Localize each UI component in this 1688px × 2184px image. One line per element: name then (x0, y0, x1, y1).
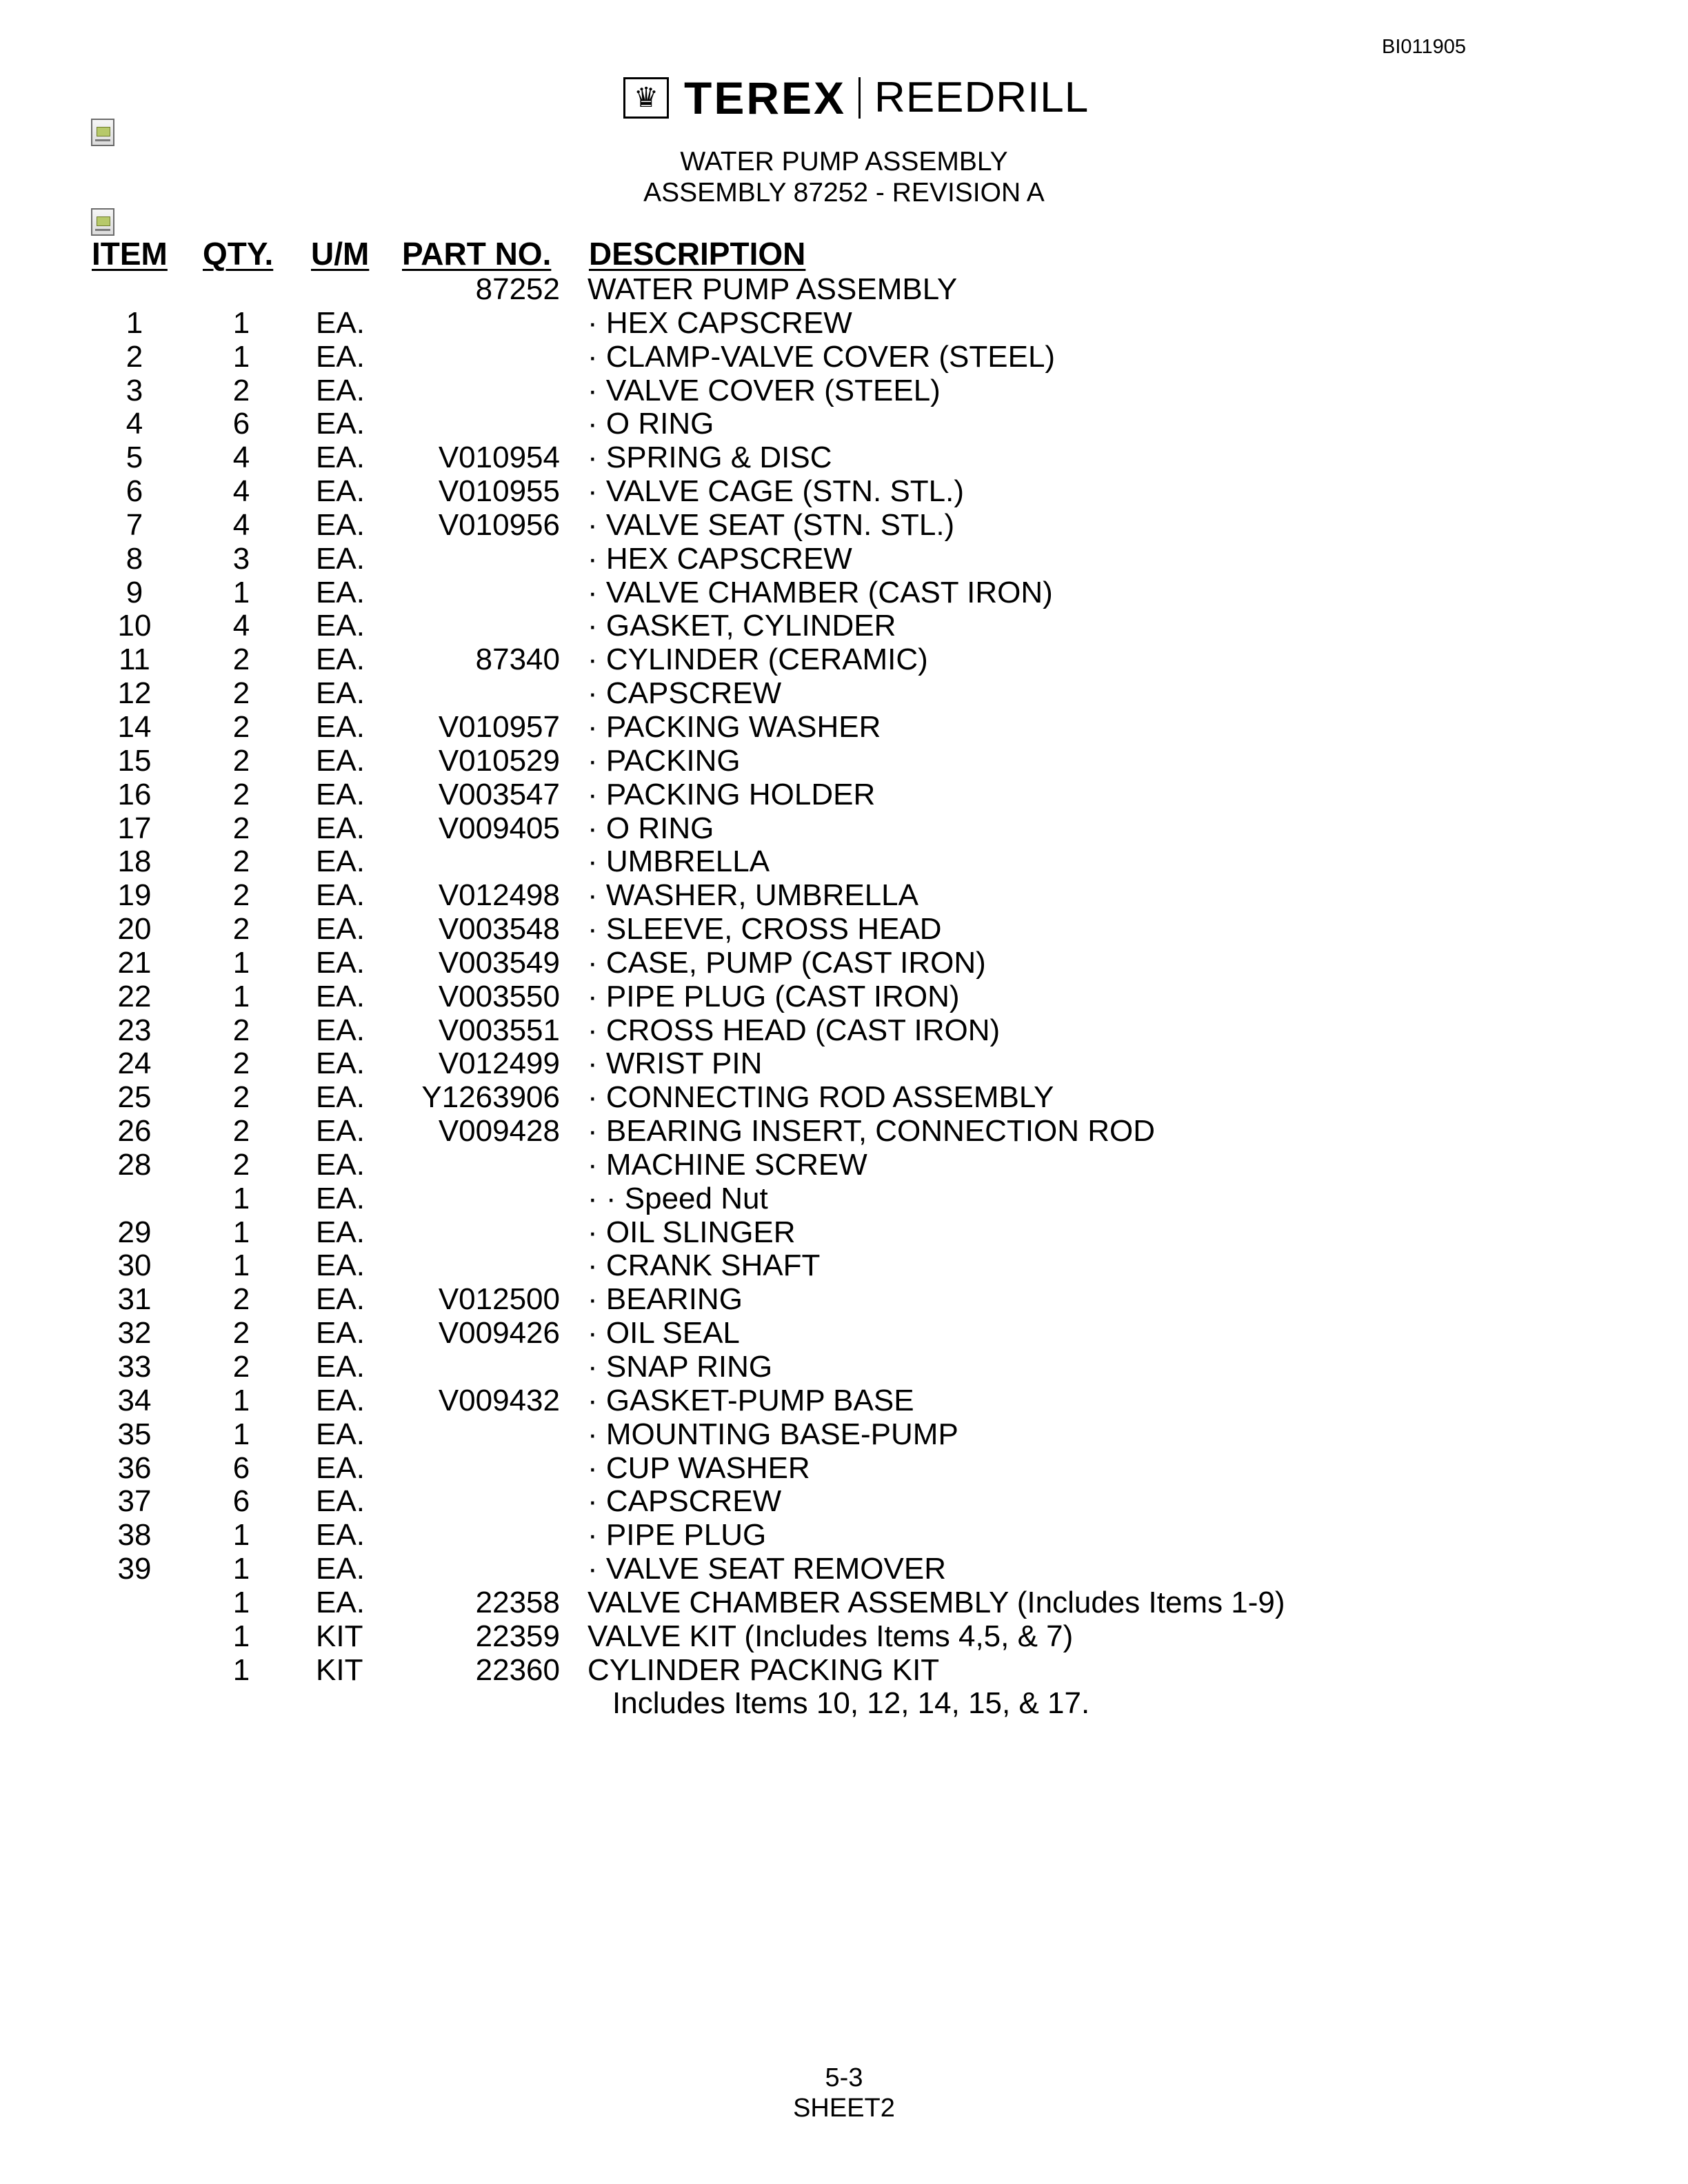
quantity-cell: 2 (232, 709, 250, 744)
unit-of-measure-cell: EA. (316, 339, 365, 374)
table-row (0, 609, 1688, 643)
description-cell: · SLEEVE, CROSS HEAD (587, 912, 942, 947)
description-cell: · BEARING INSERT, CONNECTION ROD (587, 1114, 1156, 1149)
unit-of-measure-cell: EA. (316, 1316, 365, 1351)
part-number-cell: V012500 (438, 1282, 560, 1317)
quantity-cell: 1 (232, 1383, 250, 1417)
unit-of-measure-cell: KIT (316, 1652, 363, 1687)
unit-of-measure-cell: EA. (316, 1552, 365, 1586)
table-row (0, 1182, 1688, 1216)
unit-of-measure-cell: EA. (316, 878, 365, 913)
quantity-cell: 6 (232, 1484, 250, 1519)
description-cell: · GASKET-PUMP BASE (587, 1383, 914, 1417)
table-row (0, 711, 1688, 745)
unit-of-measure-cell: EA. (316, 709, 365, 744)
unit-of-measure-cell: EA. (316, 1585, 365, 1619)
unit-of-measure-cell: EA. (316, 1518, 365, 1553)
page-title: WATER PUMP ASSEMBLY (680, 147, 1008, 176)
quantity-cell: 2 (232, 912, 250, 947)
unit-of-measure-cell: EA. (316, 1114, 365, 1149)
description-cell: · PIPE PLUG (CAST IRON) (587, 979, 960, 1013)
quantity-cell: 2 (232, 845, 250, 879)
item-number-cell: 18 (117, 845, 152, 879)
quantity-cell: 1 (232, 1552, 250, 1586)
unit-of-measure-cell: KIT (316, 1619, 363, 1653)
quantity-cell: 1 (232, 1248, 250, 1283)
part-number-cell: V012498 (438, 878, 560, 913)
quantity-cell: 2 (232, 1080, 250, 1115)
quantity-cell: 2 (232, 676, 250, 711)
table-row (0, 1216, 1688, 1250)
description-cell: · WASHER, UMBRELLA (587, 878, 919, 913)
unit-of-measure-cell: EA. (316, 1282, 365, 1317)
table-row (0, 745, 1688, 778)
description-cell: · SPRING & DISC (587, 441, 832, 475)
table-row (0, 1249, 1688, 1283)
unit-of-measure-cell: EA. (316, 609, 365, 643)
item-number-cell: 15 (117, 743, 152, 778)
item-number-cell: 6 (125, 474, 143, 509)
table-row (0, 1317, 1688, 1351)
quantity-cell: 1 (232, 979, 250, 1013)
table-row (0, 1485, 1688, 1519)
quantity-cell: 6 (232, 407, 250, 441)
item-number-cell: 3 (125, 373, 143, 407)
item-number-cell: 11 (119, 643, 150, 677)
description-cell: · CLAMP-VALVE COVER (STEEL) (587, 339, 1056, 374)
terex-crown-icon: ♛ (623, 77, 669, 119)
item-number-cell: 5 (125, 441, 143, 475)
description-cell: · HEX CAPSCREW (587, 305, 852, 340)
quantity-cell: 1 (232, 1417, 250, 1451)
page-subtitle: ASSEMBLY 87252 - REVISION A (643, 178, 1045, 208)
item-number-cell: 14 (117, 709, 152, 744)
description-cell: · SNAP RING (587, 1350, 773, 1384)
document-id: BI011905 (1382, 36, 1467, 58)
quantity-cell: 2 (232, 373, 250, 407)
unit-of-measure-cell: EA. (316, 474, 365, 509)
unit-of-measure-cell: EA. (316, 1080, 365, 1115)
quantity-cell: 6 (232, 1450, 250, 1485)
unit-of-measure-cell: EA. (316, 912, 365, 947)
column-header-qty: QTY. (203, 236, 274, 272)
item-number-cell: 10 (117, 609, 152, 643)
description-cell: · OIL SLINGER (587, 1215, 796, 1249)
document-icon[interactable] (91, 208, 114, 236)
description-cell: VALVE CHAMBER ASSEMBLY (Includes Items 1-9) (587, 1585, 1285, 1619)
description-cell: · MOUNTING BASE-PUMP (587, 1417, 958, 1451)
item-number-cell: 33 (117, 1350, 152, 1384)
part-number-cell: V003550 (438, 979, 560, 1013)
description-cell: · · Speed Nut (587, 1181, 768, 1215)
quantity-cell: 2 (232, 1013, 250, 1047)
table-row (0, 1620, 1688, 1654)
description-cell: · VALVE CHAMBER (CAST IRON) (587, 575, 1053, 609)
item-number-cell: 26 (117, 1114, 152, 1149)
description-cell: · PIPE PLUG (587, 1518, 767, 1553)
unit-of-measure-cell: EA. (316, 845, 365, 879)
part-number-cell: V009426 (438, 1316, 560, 1351)
item-number-cell: 2 (125, 339, 143, 374)
table-row (0, 812, 1688, 846)
table-row (0, 1418, 1688, 1452)
unit-of-measure-cell: EA. (316, 441, 365, 475)
unit-of-measure-cell: EA. (316, 305, 365, 340)
column-header-part-no: PART NO. (402, 236, 552, 272)
item-number-cell: 31 (117, 1282, 152, 1317)
description-cell: · MACHINE SCREW (587, 1147, 867, 1182)
description-cell: · HEX CAPSCREW (587, 541, 852, 576)
quantity-cell: 4 (232, 609, 250, 643)
unit-of-measure-cell: EA. (316, 1383, 365, 1417)
table-row (0, 307, 1688, 341)
table-row (0, 1654, 1688, 1688)
table-row (0, 407, 1688, 441)
unit-of-measure-cell: EA. (316, 1215, 365, 1249)
item-number-cell: 23 (117, 1013, 152, 1047)
item-number-cell: 29 (117, 1215, 152, 1249)
table-row (0, 677, 1688, 711)
table-row (0, 643, 1688, 677)
description-cell: · O RING (587, 811, 714, 845)
quantity-cell: 2 (232, 1350, 250, 1384)
description-cell: · O RING (587, 407, 714, 441)
quantity-cell: 1 (232, 1215, 250, 1249)
quantity-cell: 1 (232, 945, 250, 980)
unit-of-measure-cell: EA. (316, 676, 365, 711)
table-row (0, 509, 1688, 543)
part-number-cell: V010956 (438, 507, 560, 542)
item-number-cell: 37 (117, 1484, 152, 1519)
item-number-cell: 17 (117, 811, 152, 845)
description-cell: · VALVE SEAT REMOVER (587, 1552, 946, 1586)
quantity-cell: 1 (232, 1518, 250, 1553)
description-cell: · PACKING (587, 743, 741, 778)
description-cell: · PACKING HOLDER (587, 777, 876, 811)
quantity-cell: 2 (232, 777, 250, 811)
quantity-cell: 1 (232, 305, 250, 340)
item-number-cell: 36 (117, 1450, 152, 1485)
part-number-cell: V010955 (438, 474, 560, 509)
part-number-cell: 22359 (475, 1619, 560, 1653)
table-row (0, 1115, 1688, 1149)
table-row (0, 273, 1688, 307)
table-row (0, 1351, 1688, 1384)
unit-of-measure-cell: EA. (316, 1181, 365, 1215)
unit-of-measure-cell: EA. (316, 743, 365, 778)
item-number-cell: 21 (117, 945, 152, 980)
part-number-cell: 22360 (475, 1652, 560, 1687)
description-cell: · CYLINDER (CERAMIC) (587, 643, 928, 677)
table-row (0, 1586, 1688, 1620)
part-number-cell: V003547 (438, 777, 560, 811)
quantity-cell: 2 (232, 1114, 250, 1149)
item-number-cell: 4 (125, 407, 143, 441)
description-cell: · PACKING WASHER (587, 709, 881, 744)
sheet-label: SHEET2 (793, 2094, 895, 2123)
item-number-cell: 25 (117, 1080, 152, 1115)
part-number-cell: Y1263906 (421, 1080, 560, 1115)
description-cell: · CAPSCREW (587, 1484, 782, 1519)
unit-of-measure-cell: EA. (316, 1450, 365, 1485)
unit-of-measure-cell: EA. (316, 507, 365, 542)
part-number-cell: 87252 (475, 272, 560, 306)
item-number-cell: 9 (125, 575, 143, 609)
part-number-cell: 22358 (475, 1585, 560, 1619)
description-cell: · VALVE COVER (STEEL) (587, 373, 941, 407)
description-cell: · BEARING (587, 1282, 743, 1317)
table-row (0, 1283, 1688, 1317)
item-number-cell: 39 (117, 1552, 152, 1586)
unit-of-measure-cell: EA. (316, 1013, 365, 1047)
table-row (0, 1519, 1688, 1553)
table-row (0, 845, 1688, 879)
item-number-cell: 1 (125, 305, 143, 340)
quantity-cell: 4 (232, 441, 250, 475)
quantity-cell: 2 (232, 743, 250, 778)
description-cell: · CONNECTING ROD ASSEMBLY (587, 1080, 1054, 1115)
item-number-cell: 7 (125, 507, 143, 542)
unit-of-measure-cell: EA. (316, 777, 365, 811)
quantity-cell: 1 (232, 339, 250, 374)
part-number-cell: V009432 (438, 1383, 560, 1417)
item-number-cell: 28 (117, 1147, 152, 1182)
description-cell: · OIL SEAL (587, 1316, 740, 1351)
table-row (0, 1014, 1688, 1048)
quantity-cell: 4 (232, 507, 250, 542)
item-number-cell: 38 (117, 1518, 152, 1553)
table-row (0, 1149, 1688, 1182)
part-number-cell: V010529 (438, 743, 560, 778)
unit-of-measure-cell: EA. (316, 1350, 365, 1384)
page-number: 5-3 (825, 2063, 863, 2092)
unit-of-measure-cell: EA. (316, 373, 365, 407)
item-number-cell: 32 (117, 1316, 152, 1351)
brand-divider (858, 77, 861, 119)
quantity-cell: 1 (232, 1585, 250, 1619)
description-cell: CYLINDER PACKING KIT (587, 1652, 940, 1687)
unit-of-measure-cell: EA. (316, 1046, 365, 1081)
quantity-cell: 2 (232, 643, 250, 677)
unit-of-measure-cell: EA. (316, 541, 365, 576)
quantity-cell: 3 (232, 541, 250, 576)
table-row (0, 374, 1688, 408)
item-number-cell: 12 (117, 676, 152, 711)
part-number-cell: V010954 (438, 441, 560, 475)
description-cell: · VALVE CAGE (STN. STL.) (587, 474, 965, 509)
quantity-cell: 4 (232, 474, 250, 509)
description-cell: · UMBRELLA (587, 845, 770, 879)
brand-division: REEDRILL (874, 74, 1089, 121)
table-row (0, 576, 1688, 610)
item-number-cell: 35 (117, 1417, 152, 1451)
quantity-cell: 1 (232, 1181, 250, 1215)
table-row (0, 879, 1688, 913)
table-row (0, 1452, 1688, 1486)
table-row (0, 341, 1688, 374)
quantity-cell: 1 (232, 575, 250, 609)
description-cell: · WRIST PIN (587, 1046, 763, 1081)
table-row (0, 1047, 1688, 1081)
unit-of-measure-cell: EA. (316, 643, 365, 677)
description-cell: VALVE KIT (Includes Items 4,5, & 7) (587, 1619, 1074, 1653)
table-row (0, 778, 1688, 812)
unit-of-measure-cell: EA. (316, 979, 365, 1013)
unit-of-measure-cell: EA. (316, 1248, 365, 1283)
item-number-cell: 20 (117, 912, 152, 947)
part-number-cell: V003548 (438, 912, 560, 947)
quantity-cell: 2 (232, 1147, 250, 1182)
part-number-cell: V003549 (438, 945, 560, 980)
item-number-cell: 34 (117, 1383, 152, 1417)
quantity-cell: 1 (232, 1619, 250, 1653)
table-row (0, 1553, 1688, 1586)
unit-of-measure-cell: EA. (316, 1417, 365, 1451)
unit-of-measure-cell: EA. (316, 407, 365, 441)
quantity-cell: 2 (232, 878, 250, 913)
kit-note: Includes Items 10, 12, 14, 15, & 17. (612, 1686, 1090, 1720)
table-row (0, 475, 1688, 509)
quantity-cell: 2 (232, 811, 250, 845)
description-cell: · CUP WASHER (587, 1450, 810, 1485)
table-row (0, 543, 1688, 576)
quantity-cell: 2 (232, 1282, 250, 1317)
description-cell: · CAPSCREW (587, 676, 782, 711)
column-header-um: U/M (311, 236, 370, 272)
brand-name: TEREX (684, 72, 847, 123)
table-row (0, 980, 1688, 1014)
part-number-cell: V012499 (438, 1046, 560, 1081)
item-number-cell: 22 (117, 979, 152, 1013)
description-cell: · GASKET, CYLINDER (587, 609, 896, 643)
unit-of-measure-cell: EA. (316, 1147, 365, 1182)
table-row (0, 1384, 1688, 1418)
part-number-cell: 87340 (475, 643, 560, 677)
part-number-cell: V009405 (438, 811, 560, 845)
brand-logo (623, 74, 1089, 121)
quantity-cell: 2 (232, 1316, 250, 1351)
unit-of-measure-cell: EA. (316, 575, 365, 609)
unit-of-measure-cell: EA. (316, 945, 365, 980)
item-number-cell: 19 (117, 878, 152, 913)
item-number-cell: 16 (117, 777, 152, 811)
column-header-item: ITEM (92, 236, 168, 272)
unit-of-measure-cell: EA. (316, 1484, 365, 1519)
description-cell: · CROSS HEAD (CAST IRON) (587, 1013, 1001, 1047)
table-row (0, 441, 1688, 475)
description-cell: · CASE, PUMP (CAST IRON) (587, 945, 986, 980)
description-cell: · VALVE SEAT (STN. STL.) (587, 507, 955, 542)
quantity-cell: 2 (232, 1046, 250, 1081)
table-row (0, 913, 1688, 947)
unit-of-measure-cell: EA. (316, 811, 365, 845)
description-cell: · CRANK SHAFT (587, 1248, 821, 1283)
quantity-cell: 1 (232, 1652, 250, 1687)
description-cell: WATER PUMP ASSEMBLY (587, 272, 958, 306)
document-icon[interactable] (91, 119, 114, 146)
item-number-cell: 24 (117, 1046, 152, 1081)
item-number-cell: 8 (125, 541, 143, 576)
part-number-cell: V009428 (438, 1114, 560, 1149)
part-number-cell: V003551 (438, 1013, 560, 1047)
item-number-cell: 30 (117, 1248, 152, 1283)
column-header-description: DESCRIPTION (589, 236, 806, 272)
part-number-cell: V010957 (438, 709, 560, 744)
table-row (0, 1081, 1688, 1115)
parts-table (0, 273, 1688, 1687)
table-row (0, 947, 1688, 980)
